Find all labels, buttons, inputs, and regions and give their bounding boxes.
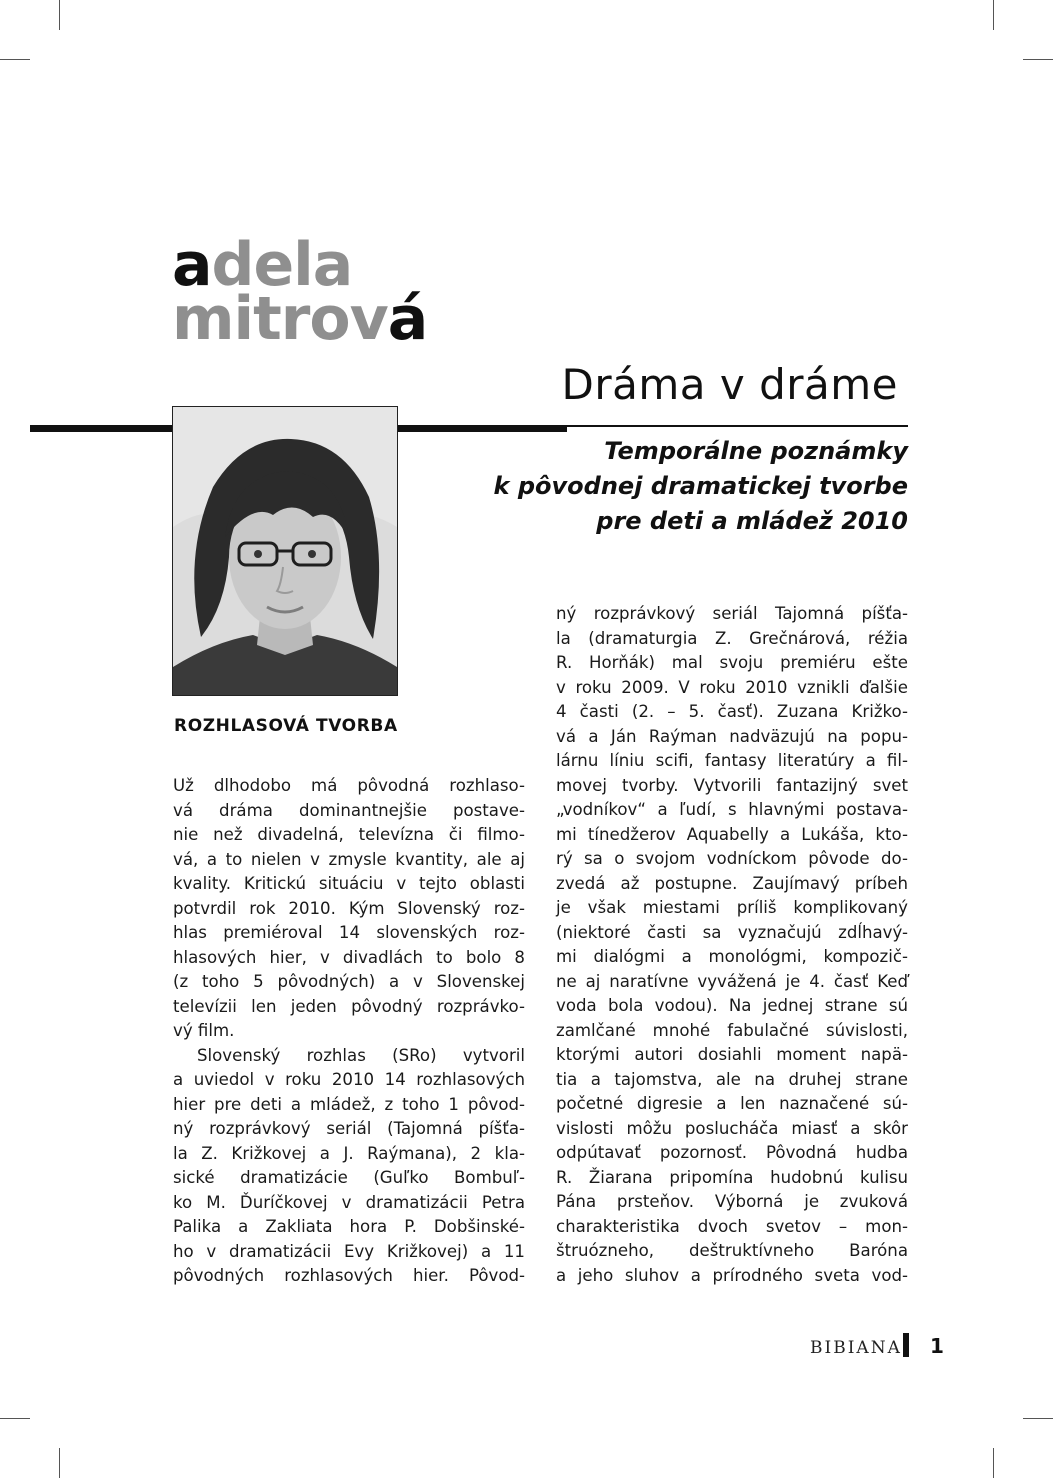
text-line: vislosti môžu poslucháča miasť a skôr: [556, 1118, 908, 1138]
author-name: [172, 230, 428, 354]
article-subtitle: [494, 434, 908, 539]
text-line: voda bola vodou). Na jednej strane sú: [556, 996, 908, 1015]
crop-mark: [0, 1418, 30, 1419]
crop-mark: [993, 1448, 994, 1478]
text-line: odpútavať pozornosť. Pôvodná hudba: [556, 1143, 908, 1162]
author-initial: a: [172, 230, 212, 300]
text-line: zamlčané mnohé fabulačné súvislosti,: [556, 1020, 908, 1040]
author-surname: mitrov: [172, 284, 388, 354]
text-line: (niektoré časti sa vyznačujú zdĺhavý-: [556, 922, 908, 942]
author-surname-last-letter: á: [387, 284, 428, 354]
text-line: Už dlhodobo má pôvodná rozhlaso-: [173, 776, 525, 795]
text-line: zvedá až postupne. Zaujímavý príbeh: [556, 873, 908, 893]
crop-mark: [1023, 1418, 1053, 1419]
text-line: mi tínedžerov Aquabelly a Lukáša, kto-: [556, 824, 908, 844]
text-line: televízii len jeden pôvodný rozprávko-: [173, 996, 525, 1016]
subtitle-line: pre deti a mládež 2010: [596, 507, 908, 535]
text-line: hier pre deti a mládež, z toho 1 pôvod-: [173, 1094, 525, 1114]
text-line: ho v dramatizácii Evy Križkovej) a 11: [173, 1241, 525, 1261]
text-line: Palika a Zakliata hora P. Dobšinské-: [173, 1217, 525, 1236]
author-photo: [172, 406, 398, 696]
text-line: hlas premiéroval 14 slovenských roz-: [173, 923, 525, 942]
text-line: v roku 2009. V roku 2010 vznikli ďalšie: [556, 677, 908, 697]
text-line: tia a tajomstva, ale na druhej strane: [556, 1069, 908, 1089]
text-line: početné digresie a len naznačené sú-: [556, 1094, 908, 1113]
text-line: la Z. Križkovej a J. Raýmana), 2 kla-: [173, 1143, 525, 1163]
text-line: mi dialógmi a monológmi, kompozič-: [556, 947, 908, 966]
text-line: je však miestami príliš komplikovaný: [556, 898, 908, 917]
title-rule-thin: [567, 425, 908, 427]
text-line: R. Žiarana pripomína hudobnú kulisu: [556, 1167, 908, 1187]
text-line: štruózneho, deštruktívneho Baróna: [556, 1241, 908, 1260]
text-line: la (dramaturgia Z. Grečnárová, réžia: [556, 628, 908, 648]
text-line: ný rozprávkový seriál (Tajomná píšťa-: [173, 1119, 525, 1138]
text-line: a jeho sluhov a prírodného sveta vod-: [556, 1265, 908, 1285]
crop-mark: [59, 0, 60, 30]
text-line: vá dráma dominantnejšie postave-: [173, 800, 525, 820]
text-line: hlasových hier, v divadlách to bolo 8: [173, 947, 525, 967]
text-line: „vodníkov“ a ľudí, s hlavnými postava-: [556, 800, 908, 819]
text-line: sické dramatizácie (Guľko Bombuľ-: [173, 1168, 525, 1187]
crop-mark: [59, 1448, 60, 1478]
text-line: pôvodných rozhlasových hier. Pôvod-: [173, 1266, 525, 1285]
text-line: ktorými autori dosiahli moment napä-: [556, 1045, 908, 1064]
article-title: Dráma v dráme: [561, 360, 898, 409]
text-line: ko M. Ďuríčkovej v dramatizácii Petra: [173, 1192, 525, 1212]
text-line: ný rozprávkový seriál Tajomná píšťa-: [556, 604, 908, 623]
subtitle-line: k pôvodnej dramatickej tvorbe: [493, 472, 908, 500]
section-heading: ROZHLASOVÁ TVORBA: [174, 716, 398, 736]
text-line: (z toho 5 pôvodných) a v Slovenskej: [173, 972, 525, 991]
subtitle-line: Temporálne poznámky: [604, 437, 908, 465]
text-column-right: [556, 602, 908, 1288]
text-line: Slovenský rozhlas (SRo) vytvoril: [197, 1045, 525, 1065]
author-first-name: dela: [211, 230, 353, 300]
text-line: vá, a to nielen v zmysle kvantity, ale aj: [173, 849, 525, 869]
text-column-left: [173, 774, 525, 1289]
text-line: Pána prsteňov. Výborná je zvuková: [556, 1192, 908, 1211]
text-line: R. Horňák) mal svoju premiéru ešte: [556, 653, 908, 672]
text-line: vý film.: [173, 1021, 235, 1040]
crop-mark: [993, 0, 994, 30]
text-line: 4 časti (2. – 5. časť). Zuzana Križko-: [556, 702, 908, 721]
text-line: vá a Ján Raýman nadväzujú na popu-: [556, 726, 908, 746]
text-line: rý sa o svojom vodníckom pôvode do-: [556, 849, 908, 868]
footer-divider: [903, 1333, 909, 1357]
crop-mark: [1023, 59, 1053, 60]
footer-brand: BIBIANA: [810, 1338, 902, 1358]
text-line: nie než divadelná, televízna či filmo-: [173, 825, 525, 844]
text-line: charakteristika dvoch svetov – mon-: [556, 1216, 908, 1236]
text-line: lárnu líniu scifi, fantasy literatúry a fil-: [556, 751, 908, 770]
text-line: potvrdil rok 2010. Kým Slovenský roz-: [173, 898, 525, 918]
text-line: ne aj naratívne vyvážená je 4. časť Keď: [556, 971, 908, 991]
page-number: 1: [930, 1334, 944, 1358]
text-line: kvality. Kritickú situáciu v tejto oblasti: [173, 874, 525, 893]
text-line: movej tvorby. Vytvorili fantazijný svet: [556, 775, 908, 795]
text-line: a uviedol v roku 2010 14 rozhlasových: [173, 1070, 525, 1089]
portrait-illustration: [173, 407, 397, 695]
crop-mark: [0, 59, 30, 60]
